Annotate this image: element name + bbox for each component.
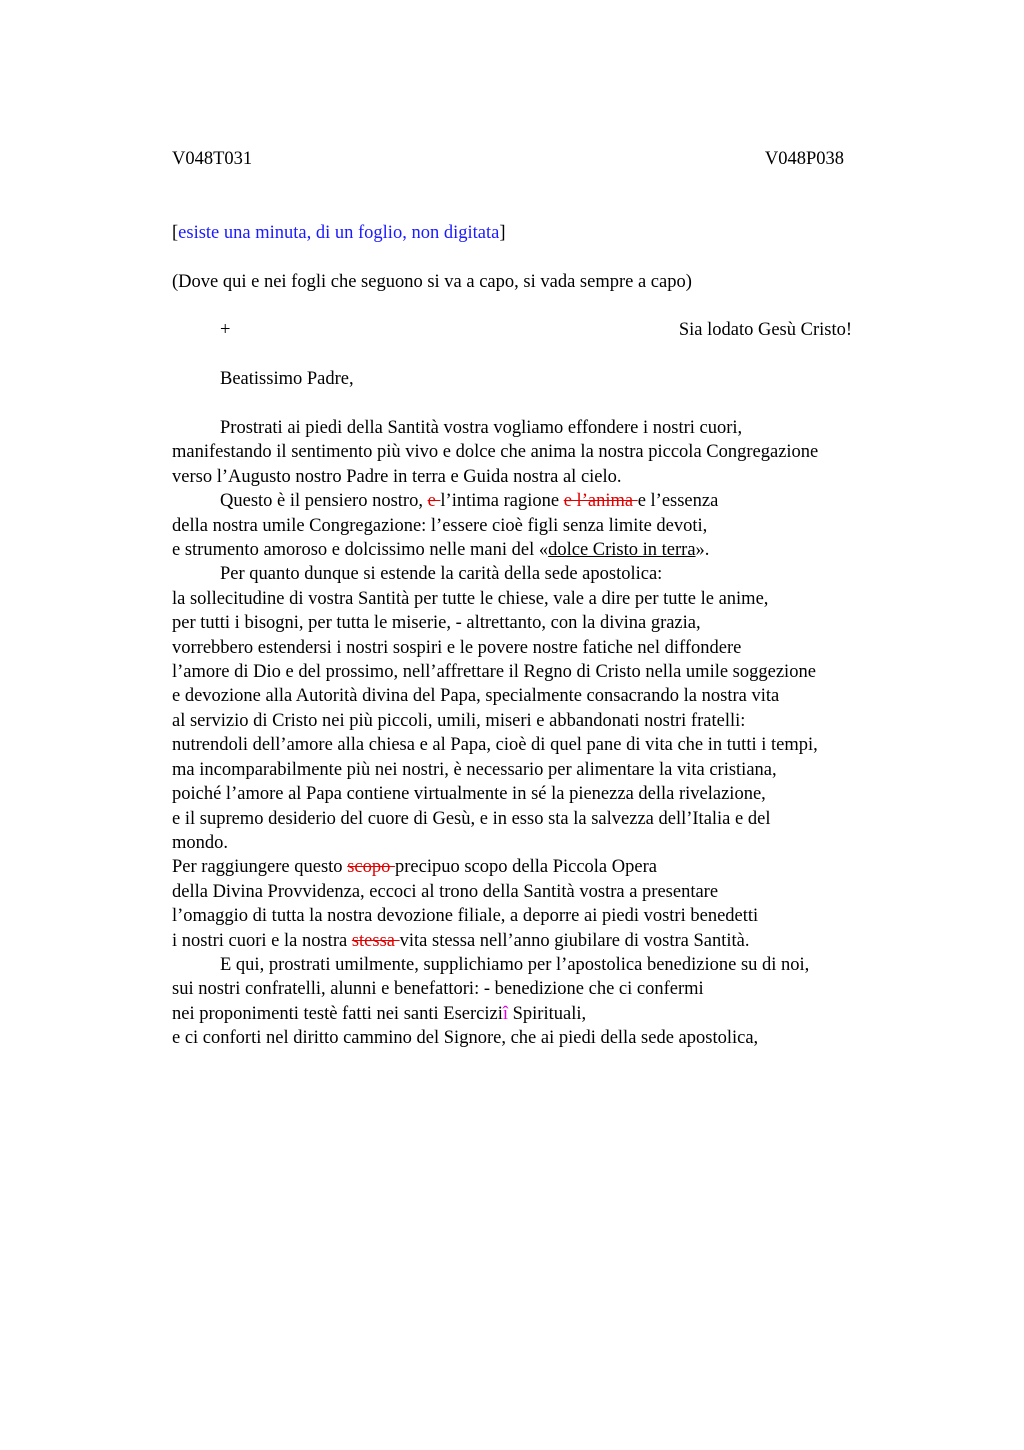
text-fragment: i nostri cuori e la nostra — [172, 930, 352, 951]
text-fragment: e l’essenza — [637, 491, 719, 512]
document-code-right: V048P038 — [764, 149, 844, 169]
letter-line: Per quanto dunque si estende la carità della sede apostolica: — [220, 564, 663, 585]
text-fragment: ». — [695, 540, 710, 561]
praise-line: Sia lodato Gesù Cristo! — [678, 320, 852, 340]
text-fragment: Questo è il pensiero nostro, — [220, 491, 428, 512]
letter-line: verso l’Augusto nostro Padre in terra e Guida nostra al cielo. — [172, 466, 622, 487]
deleted-text: stessa — [351, 930, 400, 951]
letter-line: e ci conforti nel diritto cammino del Signore, che ai piedi della sede apostolica, — [172, 1028, 759, 1049]
text-fragment: vita stessa nell’anno giubilare di vostra Santità. — [399, 930, 750, 951]
letter-line: ma incomparabilmente più nei nostri, è necessario per alimentare la vita cristiana, — [172, 759, 777, 780]
salutation-row — [220, 318, 852, 342]
letter-line: e il supremo desiderio del cuore di Gesù, e in esso sta la salvezza dell’Italia e del — [172, 808, 771, 829]
letter-line — [172, 855, 902, 879]
letter-line: della nostra umile Congregazione: l’essere cioè figli senza limite devoti, — [172, 515, 708, 536]
text-fragment: precipuo scopo della Piccola Opera — [394, 857, 657, 878]
highlighted-character: î — [502, 1003, 508, 1024]
underlined-text: dolce Cristo in terra — [548, 540, 696, 561]
letter-line: l’amore di Dio e del prossimo, nell’affrettare il Regno di Cristo nella umile soggezione — [172, 662, 816, 683]
letter-line: mondo. — [172, 832, 229, 853]
letter-line: poiché l’amore al Papa contiene virtualmente in sé la pienezza della rivelazione, — [172, 784, 766, 805]
formatting-instruction: (Dove qui e nei fogli che seguono si va a capo, si vada sempre a capo) — [172, 272, 692, 292]
text-fragment: e strumento amoroso e dolcissimo nelle mani del « — [172, 540, 549, 561]
letter-line: manifestando il sentimento più vivo e dolce che anima la nostra piccola Congregazione — [172, 442, 819, 463]
letter-line — [172, 1002, 902, 1026]
letter-line — [172, 929, 902, 953]
cross-symbol: + — [220, 320, 231, 340]
letter-line: e devozione alla Autorità divina del Papa, specialmente consacrando la nostra vita — [172, 686, 780, 707]
letter-line: al servizio di Cristo nei più piccoli, umili, miseri e abbandonati nostri fratelli: — [172, 710, 746, 731]
text-fragment: nei proponimenti testè fatti nei santi Esercizi — [172, 1003, 503, 1024]
deleted-text: scopo — [347, 857, 395, 878]
letter-line — [172, 489, 902, 513]
deleted-text: e — [427, 491, 441, 512]
letter-body — [172, 416, 902, 1051]
letter-address: Beatissimo Padre, — [220, 369, 354, 389]
document-code-left: V048T031 — [172, 149, 253, 169]
letter-line: sui nostri confratelli, alunni e benefattori: - benedizione che ci confermi — [172, 979, 704, 1000]
editorial-note — [172, 221, 505, 245]
note-open-bracket: [ — [172, 223, 179, 243]
letter-line: l’omaggio di tutta la nostra devozione filiale, a deporre ai piedi vostri benedetti — [172, 906, 759, 927]
note-text: esiste una minuta, di un foglio, non digitata — [178, 223, 500, 243]
text-fragment: Spirituali, — [507, 1003, 587, 1024]
text-fragment: Per raggiungere questo — [172, 857, 348, 878]
text-fragment: l’intima ragione — [440, 491, 564, 512]
letter-line: della Divina Provvidenza, eccoci al trono della Santità vostra a presentare — [172, 881, 719, 902]
letter-line: per tutti i bisogni, per tutta le miserie, - altrettanto, con la divina grazia, — [172, 613, 701, 634]
letter-line: E qui, prostrati umilmente, supplichiamo per l’apostolica benedizione su di noi, — [220, 954, 810, 975]
letter-line: Prostrati ai piedi della Santità vostra vogliamo effondere i nostri cuori, — [220, 418, 743, 438]
note-close-bracket: ] — [499, 223, 506, 243]
page-header — [172, 147, 844, 171]
letter-line: la sollecitudine di vostra Santità per tutte le chiese, vale a dire per tutte le anime, — [172, 588, 769, 609]
letter-line: vorrebbero estendersi i nostri sospiri e le povere nostre fatiche nel diffondere — [172, 637, 742, 658]
letter-line: nutrendoli dell’amore alla chiesa e al Papa, cioè di quel pane di vita che in tutti i tempi, — [172, 735, 818, 756]
letter-line — [172, 538, 902, 562]
deleted-text: e l’anima — [563, 491, 638, 512]
